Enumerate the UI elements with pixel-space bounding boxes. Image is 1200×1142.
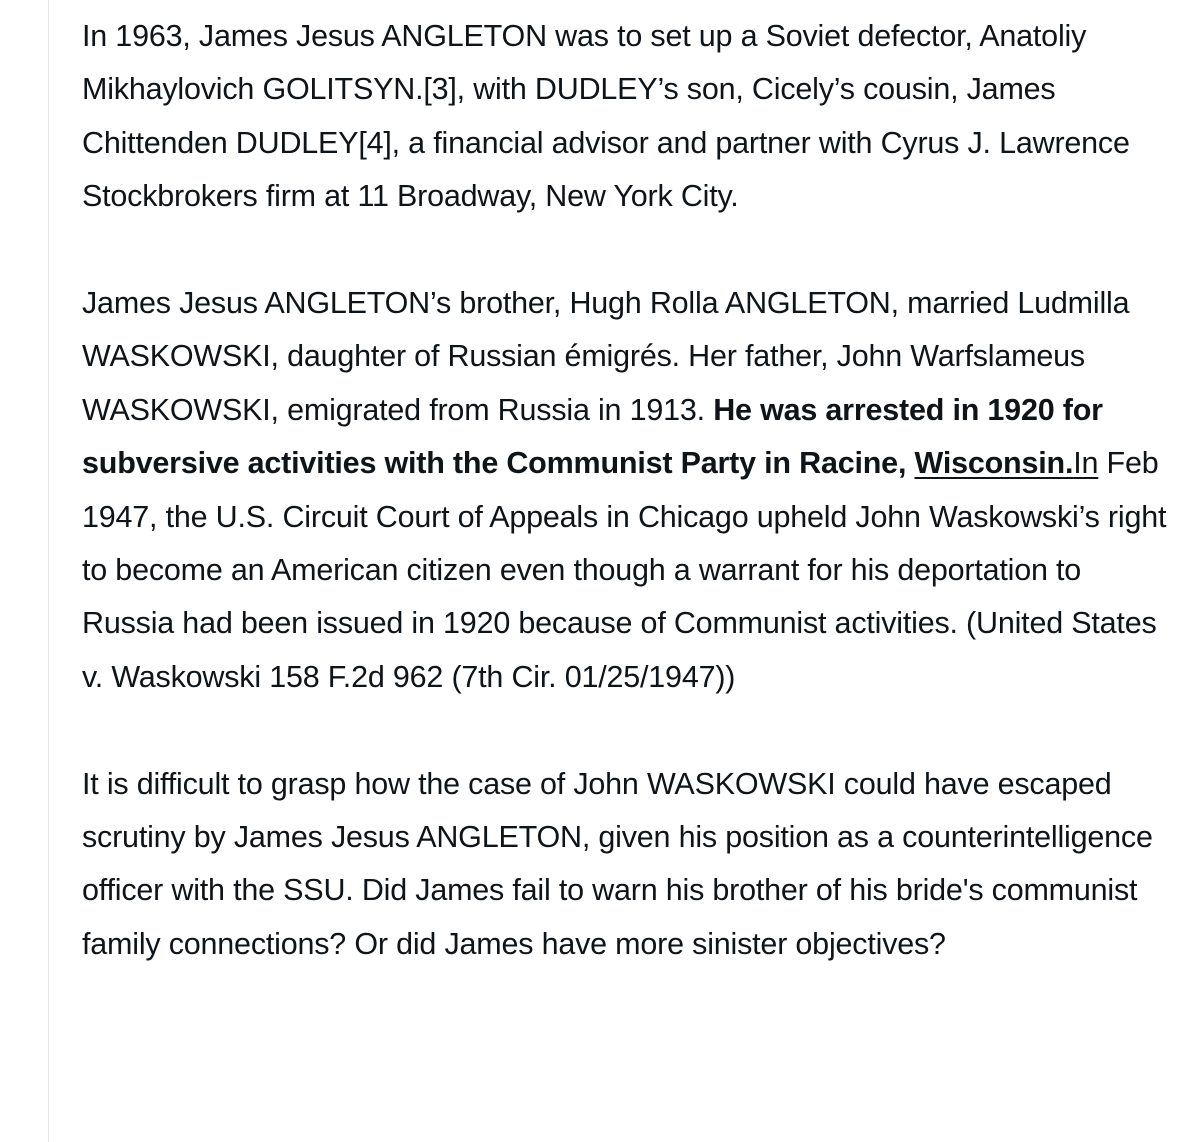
paragraph-2-intro: James Jesus ANGLETON’s brother, Hugh Rolla ANGLETON, married Ludmilla WASKOWSKI, daughter of Russian émigrés. Her father, John Warfslameus WASKOWSKI, emigrated from Russia in 1913.	[82, 286, 1130, 427]
wisconsin-link[interactable]	[915, 446, 1099, 480]
paragraph-2-bold-text: He was arrested in 1920 for subversive activities with the Communist Party in Racine,	[82, 392, 1103, 481]
paragraph-1: In 1963, James Jesus ANGLETON was to set up a Soviet defector, Anatoliy Mikhaylovich GOLITSYN.[3], with DUDLEY’s son, Cicely’s cousin, James Chittenden DUDLEY[4], a financial advisor and partner with Cyrus J. Lawrence Stockbrokers firm at 11 Broadway, New York City.	[82, 19, 1130, 214]
paragraph-2-rest: Feb 1947, the U.S. Circuit Court of Appeals in Chicago upheld John Waskowski’s right to become an American citizen even though a warrant for his deportation to Russia had been issued in 1920 because of Communist activities. (United States v. Waskowski 158 F.2d 962 (7th Cir. 01/25/1947))	[82, 446, 1167, 694]
left-divider	[48, 0, 49, 1142]
article-body	[82, 10, 1172, 1025]
paragraph-2	[82, 277, 1172, 704]
wisconsin-link-tail: In	[1073, 446, 1099, 481]
paragraph-3: It is difficult to grasp how the case of John WASKOWSKI could have escaped scrutiny by James Jesus ANGLETON, given his position as a counterintelligence officer with the SSU. Did James fail to warn his brother of his bride's communist family connections? Or did James have more sinister objectives?	[82, 766, 1153, 961]
wisconsin-link-bold: Wisconsin.	[914, 446, 1074, 481]
